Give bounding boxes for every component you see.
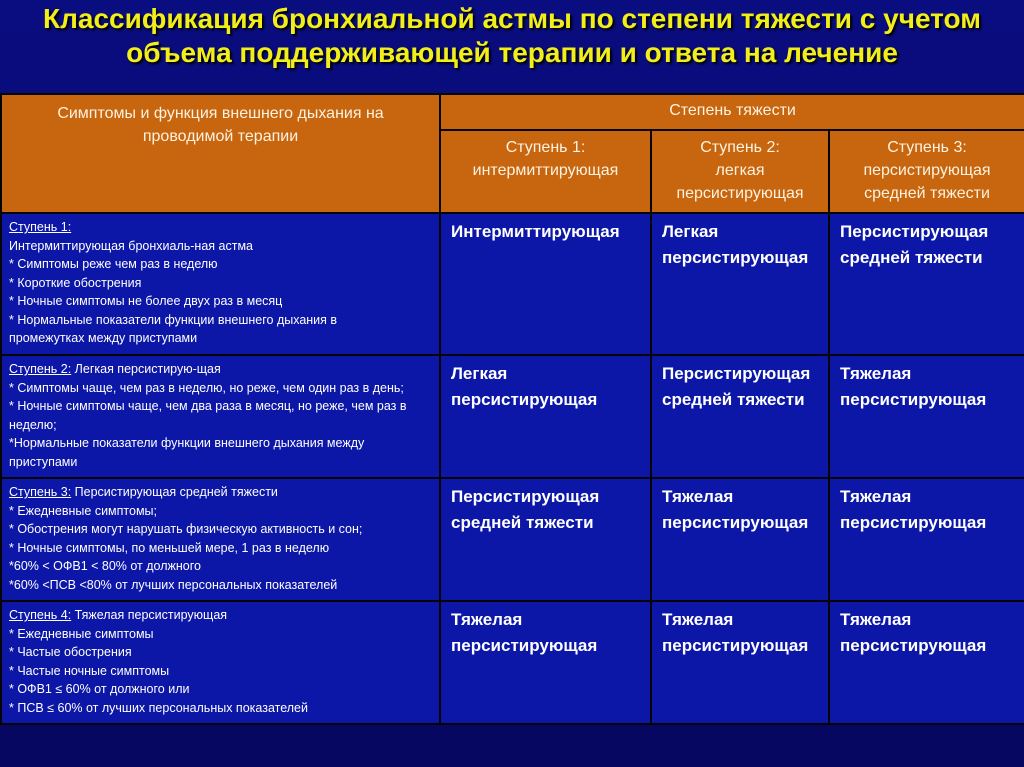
severity-cell xyxy=(829,355,1024,478)
symptom-line: * Симптомы чаще, чем раз в неделю, но реже, чем один раз в день; xyxy=(9,380,404,395)
cell-line: Тяжелая xyxy=(840,487,912,506)
header-row-severity xyxy=(1,94,1024,130)
severity-cell xyxy=(651,355,829,478)
symptom-line: * Ночные симптомы чаще, чем два раза в месяц, но реже, чем раз в xyxy=(9,399,407,413)
header-symptoms-line: проводимой терапии xyxy=(142,128,299,145)
severity-cell xyxy=(829,213,1024,355)
symptom-line: приступами xyxy=(9,454,78,469)
column-header-line: интермиттирующая xyxy=(472,162,619,179)
column-header-line: Ступень 3: xyxy=(887,139,967,156)
title-line-2: объема поддерживающей терапии и ответа на лечение xyxy=(126,37,898,68)
table-row xyxy=(1,355,1024,478)
cell-line: средней тяжести xyxy=(662,390,805,409)
row-description xyxy=(1,213,440,355)
column-header-line: Ступень 1: xyxy=(505,139,586,156)
cell-line: Легкая xyxy=(451,364,508,383)
symptom-line: * Ночные симптомы не более двух раз в месяц xyxy=(9,294,283,308)
symptom-line: * Частые ночные симптомы xyxy=(9,663,170,678)
cell-line: Персистирующая xyxy=(451,487,600,506)
header-symptoms-line: Симптомы и функция внешнего дыхания на xyxy=(57,105,384,122)
symptom-line: * Частые обострения xyxy=(9,645,132,659)
cell-line: средней тяжести xyxy=(451,513,594,532)
cell-line: Тяжелая xyxy=(840,610,912,629)
cell-line: Тяжелая xyxy=(662,610,734,629)
severity-cell xyxy=(651,478,829,601)
cell-line: персистирующая xyxy=(840,390,987,409)
column-header-line: средней тяжести xyxy=(864,185,990,202)
severity-cell xyxy=(651,601,829,724)
severity-table xyxy=(0,93,1024,725)
severity-cell xyxy=(440,601,651,724)
cell-line: Тяжелая xyxy=(840,364,912,383)
step-label: Ступень 4: xyxy=(9,608,72,622)
cell-line: персистирующая xyxy=(662,248,809,267)
table-row xyxy=(1,601,1024,724)
symptom-line: *60% <ПСВ <80% от лучших персональных показателей xyxy=(9,577,338,592)
cell-line: Тяжелая xyxy=(451,610,523,629)
step-label: Ступень 2: xyxy=(9,362,72,376)
severity-cell xyxy=(440,213,651,355)
symptom-line: *Нормальные показатели функции внешнего дыхания между xyxy=(9,436,365,450)
cell-line: Персистирующая xyxy=(840,222,989,241)
step-label: Ступень 1: xyxy=(9,220,72,234)
cell-line: персистирующая xyxy=(840,513,987,532)
table-row xyxy=(1,478,1024,601)
column-header-line: легкая xyxy=(715,162,765,179)
header-symptoms xyxy=(1,94,440,213)
cell-line: Интермиттирующая xyxy=(451,222,620,241)
column-header-step-2 xyxy=(651,130,829,213)
symptom-line: * Обострения могут нарушать физическую активность и сон; xyxy=(9,522,363,536)
title-line-1: Классификация бронхиальной астмы по степени тяжести с учетом xyxy=(43,3,981,34)
severity-cell xyxy=(440,355,651,478)
column-header-step-3 xyxy=(829,130,1024,213)
symptom-line: * Ежедневные симптомы; xyxy=(9,503,157,518)
cell-line: Легкая xyxy=(662,222,719,241)
cell-line: персистирующая xyxy=(451,636,598,655)
symptom-line: *60% < ОФВ1 < 80% от должного xyxy=(9,559,201,573)
step-label: Ступень 3: xyxy=(9,485,72,499)
header-severity: Степень тяжести xyxy=(440,94,1024,130)
column-header-line: Ступень 2: xyxy=(700,139,780,156)
cell-line: Персистирующая xyxy=(662,364,811,383)
symptom-line: неделю; xyxy=(9,417,57,432)
symptom-line: * Ночные симптомы, по меньшей мере, 1 раз в неделю xyxy=(9,540,330,555)
symptom-line: * ОФВ1 ≤ 60% от должного или xyxy=(9,682,190,696)
severity-cell xyxy=(440,478,651,601)
cell-line: средней тяжести xyxy=(840,248,983,267)
cell-line: персистирующая xyxy=(451,390,598,409)
severity-cell xyxy=(651,213,829,355)
column-header-step-1 xyxy=(440,130,651,213)
step-name: Персистирующая средней тяжести xyxy=(71,485,278,499)
column-header-line: персистирующая xyxy=(863,162,991,179)
symptom-line: * ПСВ ≤ 60% от лучших персональных показателей xyxy=(9,700,308,715)
row-description xyxy=(1,478,440,601)
severity-cell xyxy=(829,478,1024,601)
cell-line: персистирующая xyxy=(840,636,987,655)
column-header-line: персистирующая xyxy=(676,185,804,202)
symptom-line: * Симптомы реже чем раз в неделю xyxy=(9,257,218,271)
symptom-line: Интермиттирующая бронхиаль-ная астма xyxy=(9,238,253,253)
severity-cell xyxy=(829,601,1024,724)
symptom-line: * Короткие обострения xyxy=(9,275,142,290)
cell-line: персистирующая xyxy=(662,513,809,532)
cell-line: персистирующая xyxy=(662,636,809,655)
symptom-line: * Ежедневные симптомы xyxy=(9,626,154,641)
step-name: Легкая персистирую-щая xyxy=(71,362,221,376)
symptom-line: * Нормальные показатели функции внешнего дыхания в xyxy=(9,312,338,327)
cell-line: Тяжелая xyxy=(662,487,734,506)
step-name: Тяжелая персистирующая xyxy=(71,608,228,622)
row-description xyxy=(1,601,440,724)
symptom-line: промежутках между приступами xyxy=(9,331,198,345)
table-row xyxy=(1,213,1024,355)
row-description xyxy=(1,355,440,478)
page-title xyxy=(0,2,1024,70)
